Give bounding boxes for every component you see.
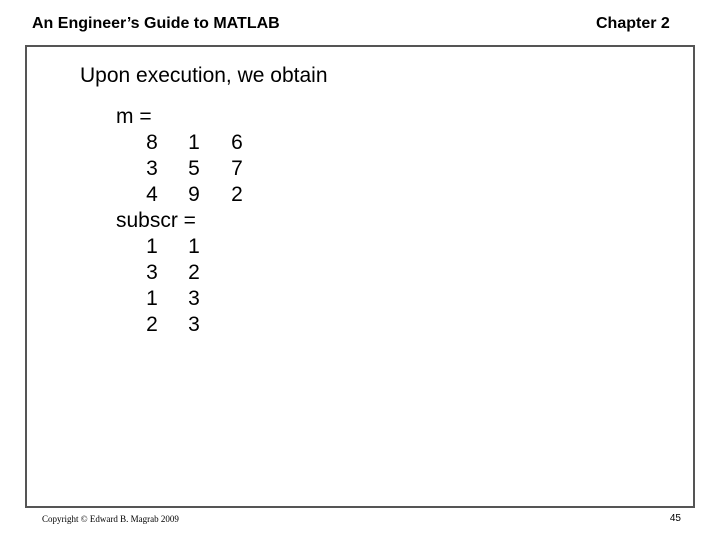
- m-row: [0, 130, 300, 156]
- m-value: 7: [231, 157, 243, 180]
- m-value: 4: [146, 183, 158, 206]
- m-value: 2: [231, 183, 243, 206]
- subscr-row: [0, 260, 300, 286]
- subscr-value: 3: [188, 287, 200, 310]
- m-value: 9: [188, 183, 200, 206]
- subscr-value: 3: [146, 261, 158, 284]
- m-value: 1: [188, 131, 200, 154]
- subscr-row: [0, 234, 300, 260]
- subscr-row: [0, 312, 300, 338]
- subscr-value: 3: [188, 313, 200, 336]
- m-row: [0, 156, 300, 182]
- subscr-value: 2: [188, 261, 200, 284]
- m-value: 8: [146, 131, 158, 154]
- m-row: [0, 182, 300, 208]
- subscr-value: 1: [146, 235, 158, 258]
- m-value: 6: [231, 131, 243, 154]
- copyright-text: Copyright © Edward B. Magrab 2009: [42, 514, 179, 524]
- subscr-label: subscr =: [116, 209, 196, 232]
- subscr-value: 1: [188, 235, 200, 258]
- page-number: 45: [669, 513, 681, 524]
- subscr-row: [0, 286, 300, 312]
- subscr-value: 2: [146, 313, 158, 336]
- m-value: 5: [188, 157, 200, 180]
- m-value: 3: [146, 157, 158, 180]
- m-label: m =: [116, 105, 152, 128]
- header-title: An Engineer’s Guide to MATLAB: [32, 15, 280, 32]
- chapter-label: Chapter 2: [596, 15, 670, 32]
- intro-text: Upon execution, we obtain: [80, 64, 328, 87]
- subscr-value: 1: [146, 287, 158, 310]
